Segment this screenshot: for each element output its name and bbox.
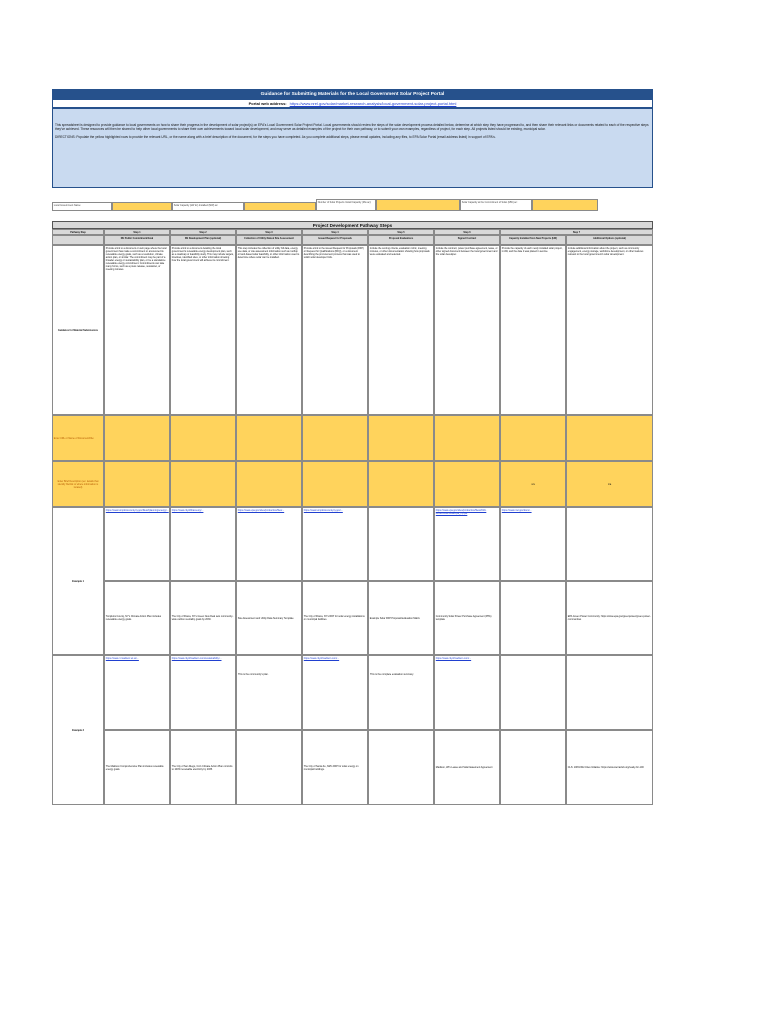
- step-header-5: Step 5: [368, 229, 434, 235]
- example-1-desc-7: [500, 581, 566, 655]
- guidance-cell-1: Provide a link to a document or web page where the local government has made a commitment or announced its renewable energy goals, such as a resolution, climate action plan, or similar. The commitment may be part of a broader energy or sustainability plan, or be a standalone renewable energy commitment. Commitments can take many forms, such as a press release, newsletter, or meeting minutes.: [104, 245, 170, 415]
- enter-desc-input-6[interactable]: [434, 461, 500, 507]
- enter-url-input-4[interactable]: [302, 415, 368, 461]
- enter-desc-input-2[interactable]: [170, 461, 236, 507]
- example-1-url-8: [566, 507, 653, 581]
- subhead-2: RE Development Plan (optional): [170, 235, 236, 245]
- guidance-cell-4: Provide a link to the issued Request for Proposals (RFP) or Request for Qualifications (RFQ), or a document describing the procurement process that was used to solicit solar developer bids.: [302, 245, 368, 415]
- capacity-commitment-input[interactable]: [532, 199, 598, 211]
- step-header-7: Step 7: [500, 229, 653, 235]
- example-2-url-5: [368, 655, 434, 730]
- example-2-desc-7: [500, 730, 566, 805]
- subhead-1: RE Public Commitment/Goal: [104, 235, 170, 245]
- portal-address-row: [52, 99, 653, 108]
- guidance-cell-5: Include the scoring criteria, evaluation rubric, meeting minutes, or other documentation showing how proposals were evaluated and selected.: [368, 245, 434, 415]
- example-2-url-4[interactable]: https://www.cityofmadison.com/...: [302, 655, 368, 730]
- example-1-desc-4: The City of Ithaca, NY's RFP for solar energy installations on municipal facilities.: [302, 581, 368, 655]
- example-1-desc-3: Site Assessment and Utility Data Summary Template: [236, 581, 302, 655]
- subhead-5: Proposal Evaluations: [368, 235, 434, 245]
- example-2-url-1[interactable]: https://www.ci.madison.wi.us/...: [104, 655, 170, 730]
- subhead-3: Collection of Utility Data & Site Assessment: [236, 235, 302, 245]
- example-1-desc-2: The City of Ithaca, NY's Green New Deal sets community-wide carbon neutrality goals by 2030.: [170, 581, 236, 655]
- step-header-3: Step 3: [236, 229, 302, 235]
- local-gov-name-label: Local Government Name:: [52, 202, 112, 211]
- example-1-desc-8: EPA Green Power Community: https://www.epa.gov/greenpower/green-power-communities: [566, 581, 653, 655]
- capacity-commitment-label: Solar Capacity at the Commitment of Solar (MW) ac:: [460, 199, 532, 211]
- num-projects-label: Number of Solar Projects Install Capacity (Mw ac):: [316, 199, 376, 211]
- solar-capacity-input[interactable]: [244, 202, 316, 211]
- intro-paragraph: This spreadsheet is designed to provide guidance to local governments on how to share their progress in the development of solar project(s) on EPA's Local Government Solar Project Portal. Local governments should review the steps of the solar development process detailed below, determine at which step they have progressed to, and then share their relevant links or documents related to each of the respective steps they've achieved. These resources will then be shared to help other local governments to share their own achievements toward local solar development, and may serve as detailed examples of the project for their own pathway, or to submit your own examples, regardless of project, for each step. All projects listed should be existing, municipal solar.: [55, 123, 649, 132]
- portal-link[interactable]: https://www.nrel.gov/solar/market-research-analysis/local-government-solar-project-portal.html: [289, 101, 457, 106]
- enter-desc-input-4[interactable]: [302, 461, 368, 507]
- subhead-8: Additional Options (optional): [566, 235, 653, 245]
- example-2-url-7: [500, 655, 566, 730]
- enter-url-input-1[interactable]: [104, 415, 170, 461]
- enter-desc-input-7[interactable]: n/a: [500, 461, 566, 507]
- example-2-desc-1: The Madison Comprehensive Plan includes renewable energy goals.: [104, 730, 170, 805]
- example-2-desc-5: [368, 730, 434, 805]
- step-header-4: Step 4: [302, 229, 368, 235]
- example-1-url-7[interactable]: https://www.nrel.gov/docs/...: [500, 507, 566, 581]
- sheet-title: Guidance for Submitting Materials for the Local Government Solar Project Portal: [52, 89, 653, 99]
- example-1-url-1[interactable]: https://www.tompkinscountyny.gov/files2/planning/energy/...: [104, 507, 170, 581]
- subhead-blank: [52, 235, 104, 245]
- example-2-desc-8: CLS: 100% RE Cities Initiative: https://www.sierraclub.org/ready-for-100: [566, 730, 653, 805]
- example-2-desc-3: [236, 730, 302, 805]
- enter-desc-input-8[interactable]: n/a: [566, 461, 653, 507]
- enter-desc-input-3[interactable]: [236, 461, 302, 507]
- guidance-cell-2: Provide a link to a document detailing the local government's renewable energy development plan, such as a roadmap or feasibility study. This may include targets, timelines, identified sites, or other information showing how the local government will achieve its commitment.: [170, 245, 236, 415]
- example-1-desc-6: Community Solar Power Purchase Agreement (PPA) template: [434, 581, 500, 655]
- enter-desc-input-5[interactable]: [368, 461, 434, 507]
- subhead-6: Signed Contract: [434, 235, 500, 245]
- subhead-7: Capacity Installed from New Projects (kW): [500, 235, 566, 245]
- example-2-desc-6: Madison, WI's Lease and Solar Easement Agreement: [434, 730, 500, 805]
- enter-url-input-2[interactable]: [170, 415, 236, 461]
- enter-desc-label: Enter Brief Description (ex: details that identify file/link or where information is located): [52, 461, 104, 507]
- example-2-note-2: This is the complete evaluation summary.: [370, 673, 414, 676]
- directions-paragraph: DIRECTIONS: Populate the yellow highlighted rows to provide the relevant URL, or the name along with a brief description of the document, for the steps you have completed. As you complete additional steps, please email updates, including any files, to EPA Solar Portal (email address listed) in support of EPA's.: [55, 135, 496, 140]
- guidance-cell-7: Provide the capacity of each newly installed solar project, in kW, and the date it was placed in service.: [500, 245, 566, 415]
- example-1-url-4[interactable]: https://www.tompkinscountyny.gov/...: [302, 507, 368, 581]
- example-2-url-2[interactable]: https://www.cityofmadison.com/sustainability/...: [170, 655, 236, 730]
- example-2-desc-2: The City of San Diego, CA's Climate Action Plan commits to 100% renewable electricity by 2035.: [170, 730, 236, 805]
- pathway-title: Project Development Pathway Steps: [52, 221, 653, 229]
- step-header-2: Step 2: [170, 229, 236, 235]
- example-2-desc-4: The City of Santa Fe, NM's RFP for solar energy on municipal buildings.: [302, 730, 368, 805]
- enter-url-input-6[interactable]: [434, 415, 500, 461]
- num-projects-input[interactable]: [376, 199, 460, 211]
- guidance-cell-6: Include the contract, power purchase agreement, lease, or other signed document between the local government and the solar developer.: [434, 245, 500, 415]
- pathway-step-header: Pathway Step: [52, 229, 104, 235]
- guidance-cell-3: This step includes the collection of utility bill data, energy use data, or site assessment information such as rooftop or land-based solar feasibility, or other information used to determine where solar can be installed.: [236, 245, 302, 415]
- subhead-4: Issued Request for Proposals: [302, 235, 368, 245]
- enter-url-input-8[interactable]: [566, 415, 653, 461]
- example-1-desc-1: Tompkins County, NY's Climate Action Plan includes renewable energy goals.: [104, 581, 170, 655]
- step-header-6: Step 6: [434, 229, 500, 235]
- solar-capacity-label: Solar Capacity (kW dc) Installed (MW) ac:: [172, 202, 244, 211]
- example-1-desc-5: Example Solar RFP Proposal Evaluation Matrix: [368, 581, 434, 655]
- example-1-url-6[interactable]: https://www.epa.gov/sites/production/files/2019-02/documents/sample_rfp.pdf: [434, 507, 500, 581]
- example-label-2: Example 2: [52, 655, 104, 805]
- enter-desc-input-1[interactable]: [104, 461, 170, 507]
- enter-url-input-7[interactable]: [500, 415, 566, 461]
- guidance-cell-8: Include additional information about the project, such as community engagement, energy storage, workforce development, or other features relevant to the local government's solar development.: [566, 245, 653, 415]
- example-2-url-6[interactable]: https://www.cityofmadison.com/...: [434, 655, 500, 730]
- example-2-url-8: [566, 655, 653, 730]
- step-header-1: Step 1: [104, 229, 170, 235]
- intro-box: [52, 108, 653, 188]
- example-2-note-1: This is the community's plan.: [238, 673, 269, 676]
- example-1-url-5: [368, 507, 434, 581]
- example-1-url-2[interactable]: https://www.cityofithaca.org/...: [170, 507, 236, 581]
- local-gov-name-input[interactable]: [112, 202, 172, 211]
- enter-url-label: Enter URL or Name of Document/File:: [52, 415, 104, 461]
- example-label-1: Example 1: [52, 507, 104, 655]
- portal-label: Portal web address:: [248, 101, 287, 106]
- guidance-label: Guidance for Material Submissions: [52, 245, 104, 415]
- enter-url-input-3[interactable]: [236, 415, 302, 461]
- enter-url-input-5[interactable]: [368, 415, 434, 461]
- example-2-url-3: [236, 655, 302, 730]
- example-1-url-3[interactable]: https://www.epa.gov/sites/production/files/...: [236, 507, 302, 581]
